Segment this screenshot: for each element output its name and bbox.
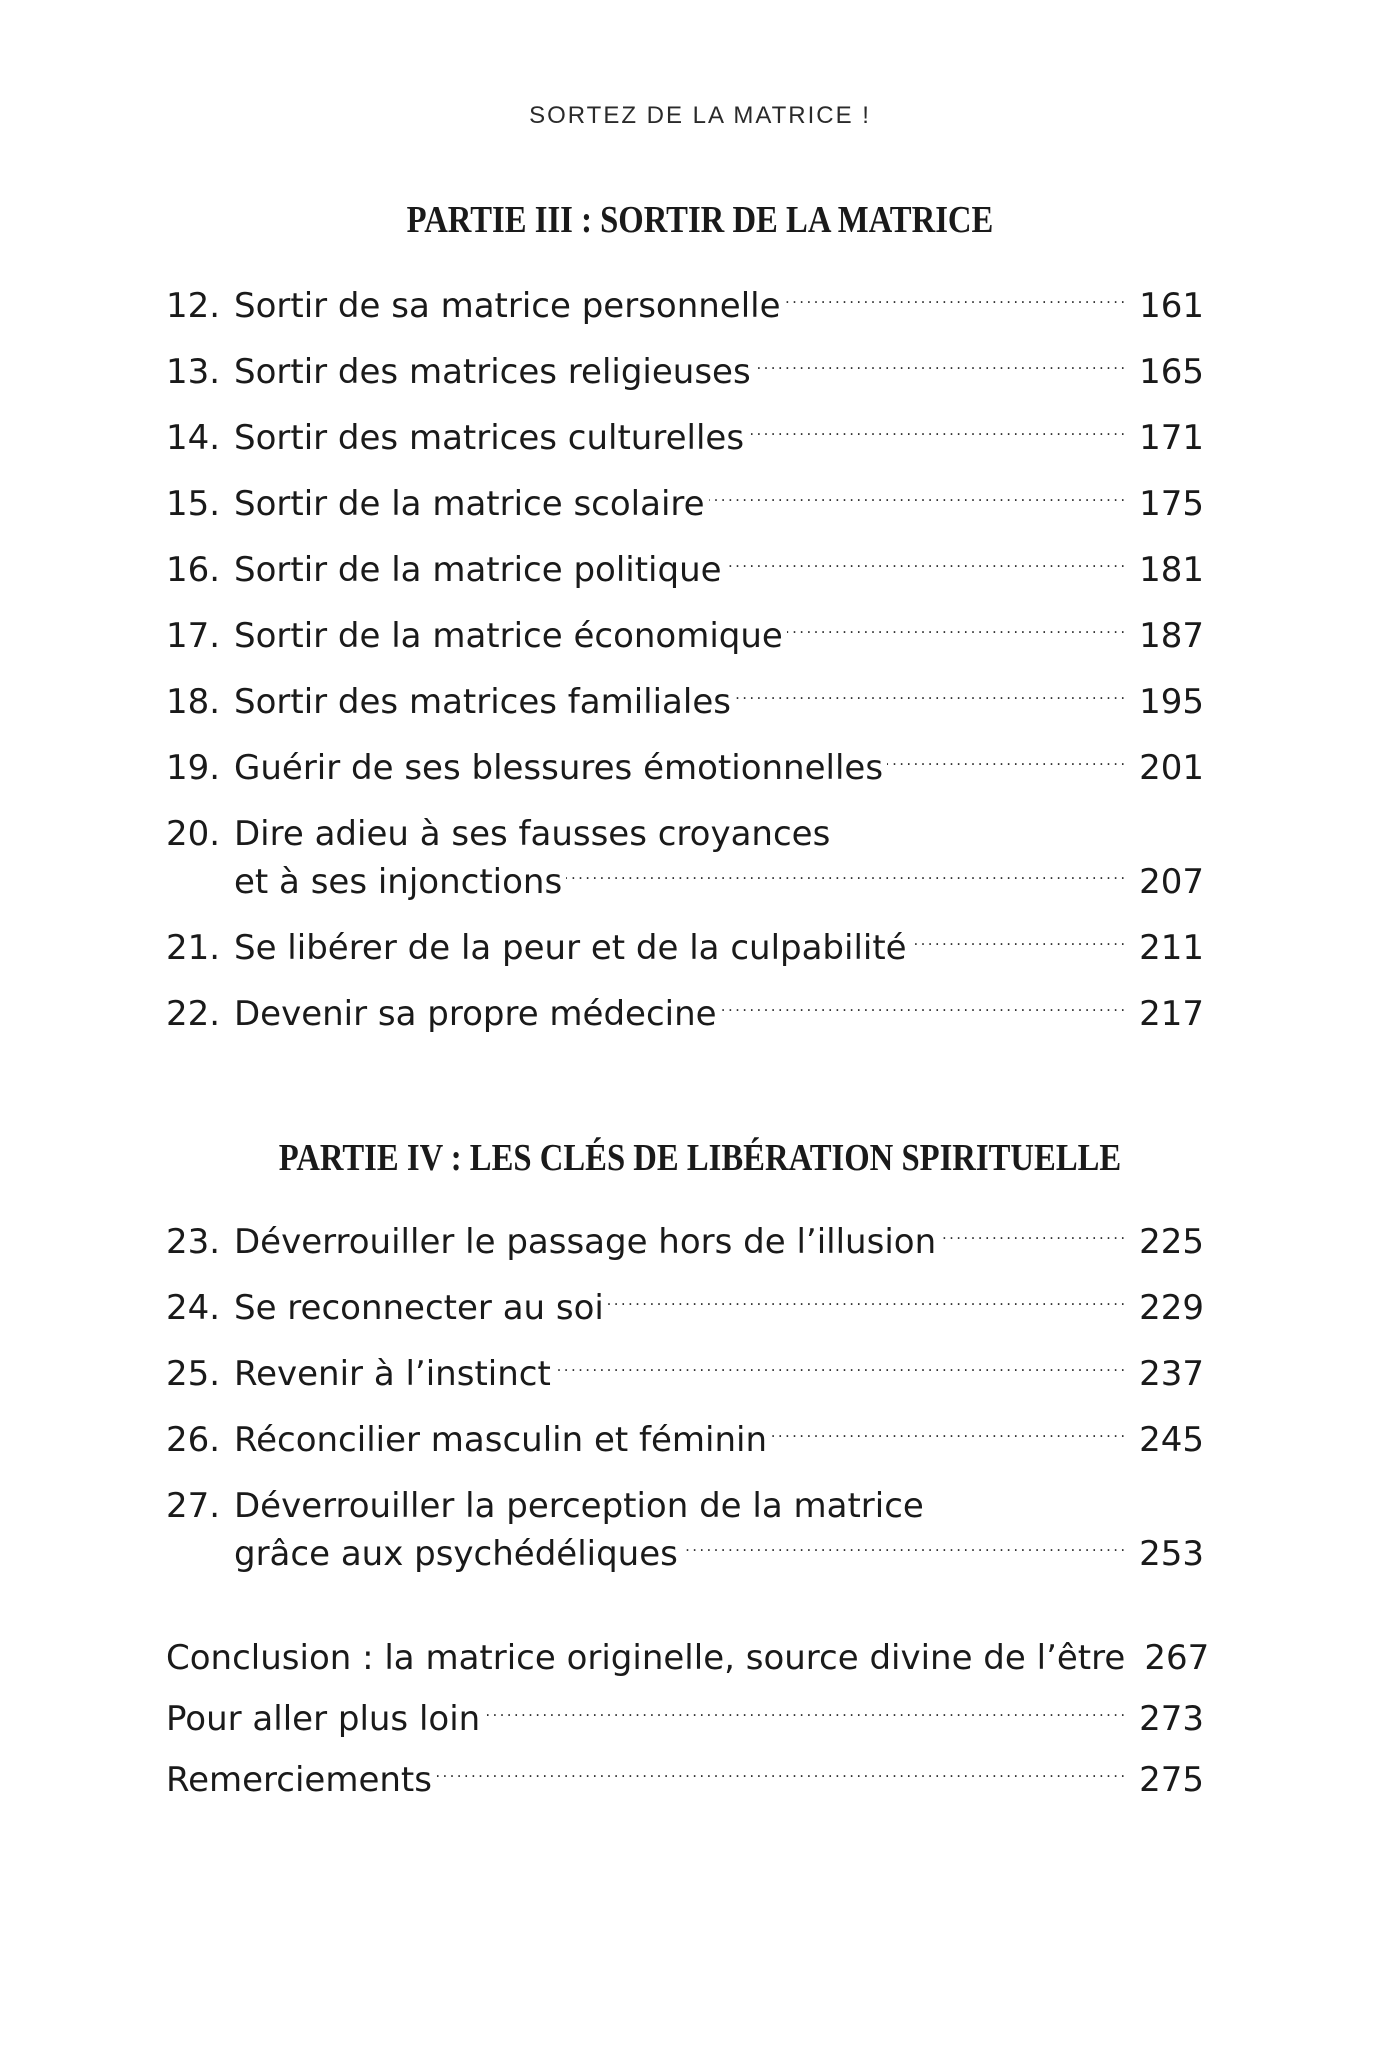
chapter-number: 23. bbox=[166, 1222, 221, 1262]
entry-title: Remerciements bbox=[166, 1760, 432, 1800]
toc-entry[interactable] bbox=[166, 414, 1204, 462]
toc-list-part4 bbox=[166, 1218, 1204, 1596]
chapter-title: Se libérer de la peur et de la culpabilité bbox=[234, 928, 907, 968]
chapter-title: Sortir des matrices religieuses bbox=[234, 352, 751, 392]
chapter-number: 26. bbox=[166, 1420, 221, 1460]
part-title: PARTIE III : SORTIR DE LA MATRICE bbox=[406, 199, 994, 241]
chapter-title: Se reconnecter au soi bbox=[234, 1288, 604, 1328]
page-number: 207 bbox=[1139, 862, 1204, 902]
chapter-number: 25. bbox=[166, 1354, 221, 1394]
chapter-number: 16. bbox=[166, 550, 221, 590]
chapter-title: Sortir de la matrice politique bbox=[234, 550, 722, 590]
page-number: 217 bbox=[1139, 994, 1204, 1034]
toc-entry[interactable] bbox=[166, 612, 1204, 660]
toc-entry[interactable] bbox=[166, 1756, 1204, 1804]
dot-leader bbox=[748, 428, 1124, 462]
chapter-title: Sortir des matrices culturelles bbox=[234, 418, 745, 458]
dot-leader bbox=[755, 362, 1124, 396]
chapter-title: Sortir de sa matrice personnelle bbox=[234, 286, 781, 326]
page-number: 201 bbox=[1139, 748, 1204, 788]
chapter-number: 18. bbox=[166, 682, 221, 722]
dot-leader bbox=[436, 1770, 1124, 1804]
dot-leader bbox=[787, 626, 1124, 660]
dot-leader bbox=[555, 1364, 1124, 1398]
dot-leader bbox=[887, 758, 1124, 792]
dot-leader bbox=[726, 560, 1124, 594]
dot-leader bbox=[911, 938, 1124, 972]
chapter-title: grâce aux psychédéliques bbox=[234, 1534, 678, 1574]
chapter-title: Sortir de la matrice scolaire bbox=[234, 484, 705, 524]
dot-leader bbox=[940, 1232, 1124, 1266]
chapter-number: 22. bbox=[166, 994, 221, 1034]
chapter-number: 14. bbox=[166, 418, 221, 458]
chapter-number: 17. bbox=[166, 616, 221, 656]
page-number: 195 bbox=[1139, 682, 1204, 722]
toc-entry[interactable] bbox=[166, 1218, 1204, 1266]
chapter-number: 13. bbox=[166, 352, 221, 392]
running-head: SORTEZ DE LA MATRICE ! bbox=[529, 102, 871, 129]
toc-entry[interactable] bbox=[166, 1695, 1204, 1743]
page-number: 181 bbox=[1139, 550, 1204, 590]
toc-entry[interactable] bbox=[166, 1634, 1210, 1682]
dot-leader bbox=[682, 1544, 1124, 1578]
toc-entry[interactable] bbox=[166, 1482, 1204, 1578]
toc-entry[interactable] bbox=[166, 810, 1204, 906]
page-number: 161 bbox=[1139, 286, 1204, 326]
toc-entry[interactable] bbox=[166, 282, 1204, 330]
toc-entry[interactable] bbox=[166, 1284, 1204, 1332]
dot-leader bbox=[608, 1298, 1124, 1332]
toc-entry[interactable] bbox=[166, 990, 1204, 1038]
toc-entry[interactable] bbox=[166, 924, 1204, 972]
chapter-number: 19. bbox=[166, 748, 221, 788]
dot-leader bbox=[785, 296, 1124, 330]
chapter-title: Déverrouiller le passage hors de l’illusion bbox=[234, 1222, 937, 1262]
toc-entry[interactable] bbox=[166, 678, 1204, 726]
chapter-title: Guérir de ses blessures émotionnelles bbox=[234, 748, 884, 788]
entry-title: Pour aller plus loin bbox=[166, 1699, 481, 1739]
page-number: 267 bbox=[1144, 1638, 1210, 1678]
chapter-title: Sortir de la matrice économique bbox=[234, 616, 783, 656]
chapter-title: et à ses injonctions bbox=[234, 862, 563, 902]
chapter-number: 21. bbox=[166, 928, 221, 968]
chapter-title: Réconcilier masculin et féminin bbox=[234, 1420, 768, 1460]
toc-list-back-matter bbox=[166, 1634, 1210, 1817]
chapter-number: 15. bbox=[166, 484, 221, 524]
toc-entry[interactable] bbox=[166, 546, 1204, 594]
page-number: 171 bbox=[1139, 418, 1204, 458]
page-number: 229 bbox=[1139, 1288, 1204, 1328]
page-number: 187 bbox=[1139, 616, 1204, 656]
toc-entry[interactable] bbox=[166, 1416, 1204, 1464]
page-number: 225 bbox=[1139, 1222, 1204, 1262]
dot-leader bbox=[566, 872, 1124, 906]
chapter-title: Dire adieu à ses fausses croyances bbox=[234, 814, 831, 854]
page-number: 237 bbox=[1139, 1354, 1204, 1394]
dot-leader bbox=[709, 494, 1124, 528]
entry-title: Conclusion : la matrice originelle, source divine de l’être bbox=[166, 1638, 1126, 1678]
page-number: 273 bbox=[1139, 1699, 1204, 1739]
dot-leader bbox=[721, 1004, 1124, 1038]
page-number: 245 bbox=[1139, 1420, 1204, 1460]
chapter-title: Revenir à l’instinct bbox=[234, 1354, 551, 1394]
toc-entry[interactable] bbox=[166, 480, 1204, 528]
toc-entry[interactable] bbox=[166, 1350, 1204, 1398]
page-number: 165 bbox=[1139, 352, 1204, 392]
chapter-number: 12. bbox=[166, 286, 221, 326]
chapter-title: Devenir sa propre médecine bbox=[234, 994, 717, 1034]
page-number: 175 bbox=[1139, 484, 1204, 524]
dot-leader bbox=[735, 692, 1124, 726]
page-number: 211 bbox=[1139, 928, 1204, 968]
chapter-title: Déverrouiller la perception de la matrice bbox=[234, 1486, 924, 1526]
toc-list-part3 bbox=[166, 282, 1204, 1056]
page-number: 253 bbox=[1139, 1534, 1204, 1574]
dot-leader bbox=[484, 1709, 1124, 1743]
chapter-number: 27. bbox=[166, 1486, 221, 1526]
chapter-title: Sortir des matrices familiales bbox=[234, 682, 731, 722]
part-title: PARTIE IV : LES CLÉS DE LIBÉRATION SPIRITUELLE bbox=[278, 1137, 1122, 1179]
toc-entry[interactable] bbox=[166, 348, 1204, 396]
dot-leader bbox=[771, 1430, 1124, 1464]
page-number: 275 bbox=[1139, 1760, 1204, 1800]
chapter-number: 20. bbox=[166, 814, 221, 854]
toc-entry[interactable] bbox=[166, 744, 1204, 792]
chapter-number: 24. bbox=[166, 1288, 221, 1328]
